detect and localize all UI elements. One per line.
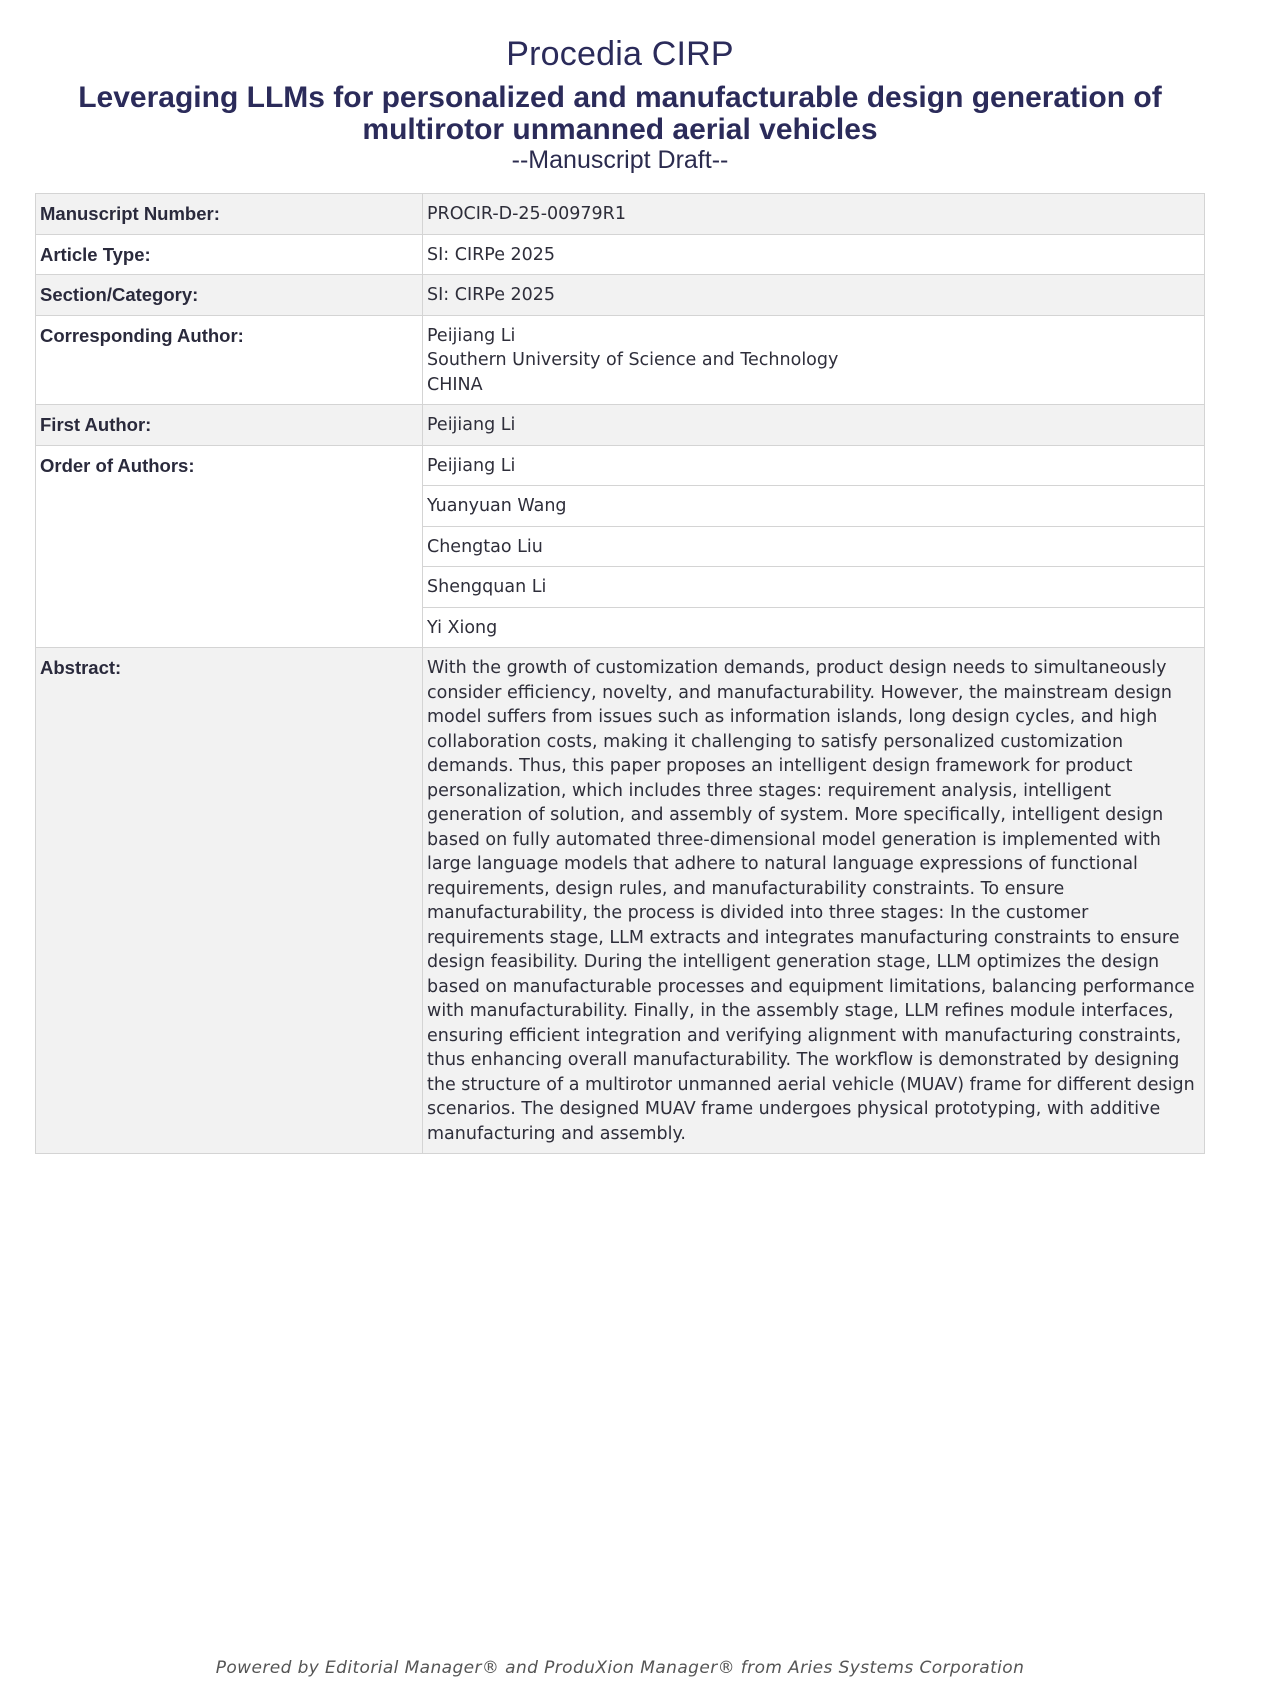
manuscript-number-value: PROCIR-D-25-00979R1: [423, 194, 1205, 235]
corresponding-author-value: [423, 315, 1205, 405]
table-row: [36, 315, 1205, 405]
table-row: [36, 445, 1205, 486]
author-item: Shengquan Li: [423, 567, 1205, 608]
document-header: [0, 34, 1240, 174]
author-item: Chengtao Liu: [423, 526, 1205, 567]
corresponding-author-label: Corresponding Author:: [36, 315, 423, 405]
manuscript-details-table: [35, 193, 1205, 1154]
table-row: [36, 234, 1205, 275]
journal-name: Procedia CIRP: [506, 35, 734, 73]
section-category-value: SI: CIRPe 2025: [423, 275, 1205, 316]
table-row: [36, 405, 1205, 446]
order-of-authors-label: Order of Authors:: [36, 445, 423, 648]
footer-credit: Powered by Editorial Manager® and ProduXion Manager® from Aries Systems Corporation: [215, 1658, 1025, 1678]
author-item: Peijiang Li: [423, 445, 1205, 486]
corresponding-author-name: Peijiang Li: [427, 325, 516, 346]
abstract-text: With the growth of customization demands, product design needs to simultaneously consider efficiency, novelty, and manufacturability. However, the mainstream design model suffers from issues such as information islands, long design cycles, and high collaboration costs, making it challenging to satisfy personalized customization demands. Thus, this paper proposes an intelligent design framework for product personalization, which includes three stages: requirement analysis, intelligent generation of solution, and assembly of system. More specifically, intelligent design based on fully automated three-dimensional model generation is implemented with large language models that adhere to natural language expressions of functional requirements, design rules, and manufacturability constraints. To ensure manufacturability, the process is divided into three stages: In the customer requirements stage, LLM extracts and integrates manufacturing constraints to ensure design feasibility. During the intelligent generation stage, LLM optimizes the design based on manufacturable processes and equipment limitations, balancing performance with manufacturability. Finally, in the assembly stage, LLM refines module interfaces, ensuring efficient integration and verifying alignment with manufacturing constraints, thus enhancing overall manufacturability. The workflow is demonstrated by designing the structure of a multirotor unmanned aerial vehicle (MUAV) frame for different design scenarios. The designed MUAV frame undergoes physical prototyping, with additive manufacturing and assembly.: [423, 648, 1205, 1154]
table-row: [36, 648, 1205, 1154]
corresponding-author-institution: Southern University of Science and Technology: [427, 350, 839, 370]
draft-label: --Manuscript Draft--: [511, 146, 729, 174]
article-type-value: SI: CIRPe 2025: [423, 234, 1205, 275]
manuscript-title: Leveraging LLMs for personalized and manufacturable design generation of multirotor unmanned aerial vehicles: [78, 81, 1162, 146]
manuscript-number-label: Manuscript Number:: [36, 194, 423, 235]
first-author-value: Peijiang Li: [423, 405, 1205, 446]
section-category-label: Section/Category:: [36, 275, 423, 316]
author-item: Yuanyuan Wang: [423, 486, 1205, 527]
article-type-label: Article Type:: [36, 234, 423, 275]
corresponding-author-country: CHINA: [427, 374, 483, 395]
table-row: [36, 275, 1205, 316]
table-row: [36, 194, 1205, 235]
author-item: Yi Xiong: [423, 607, 1205, 648]
first-author-label: First Author:: [36, 405, 423, 446]
abstract-label: Abstract:: [36, 648, 423, 1154]
